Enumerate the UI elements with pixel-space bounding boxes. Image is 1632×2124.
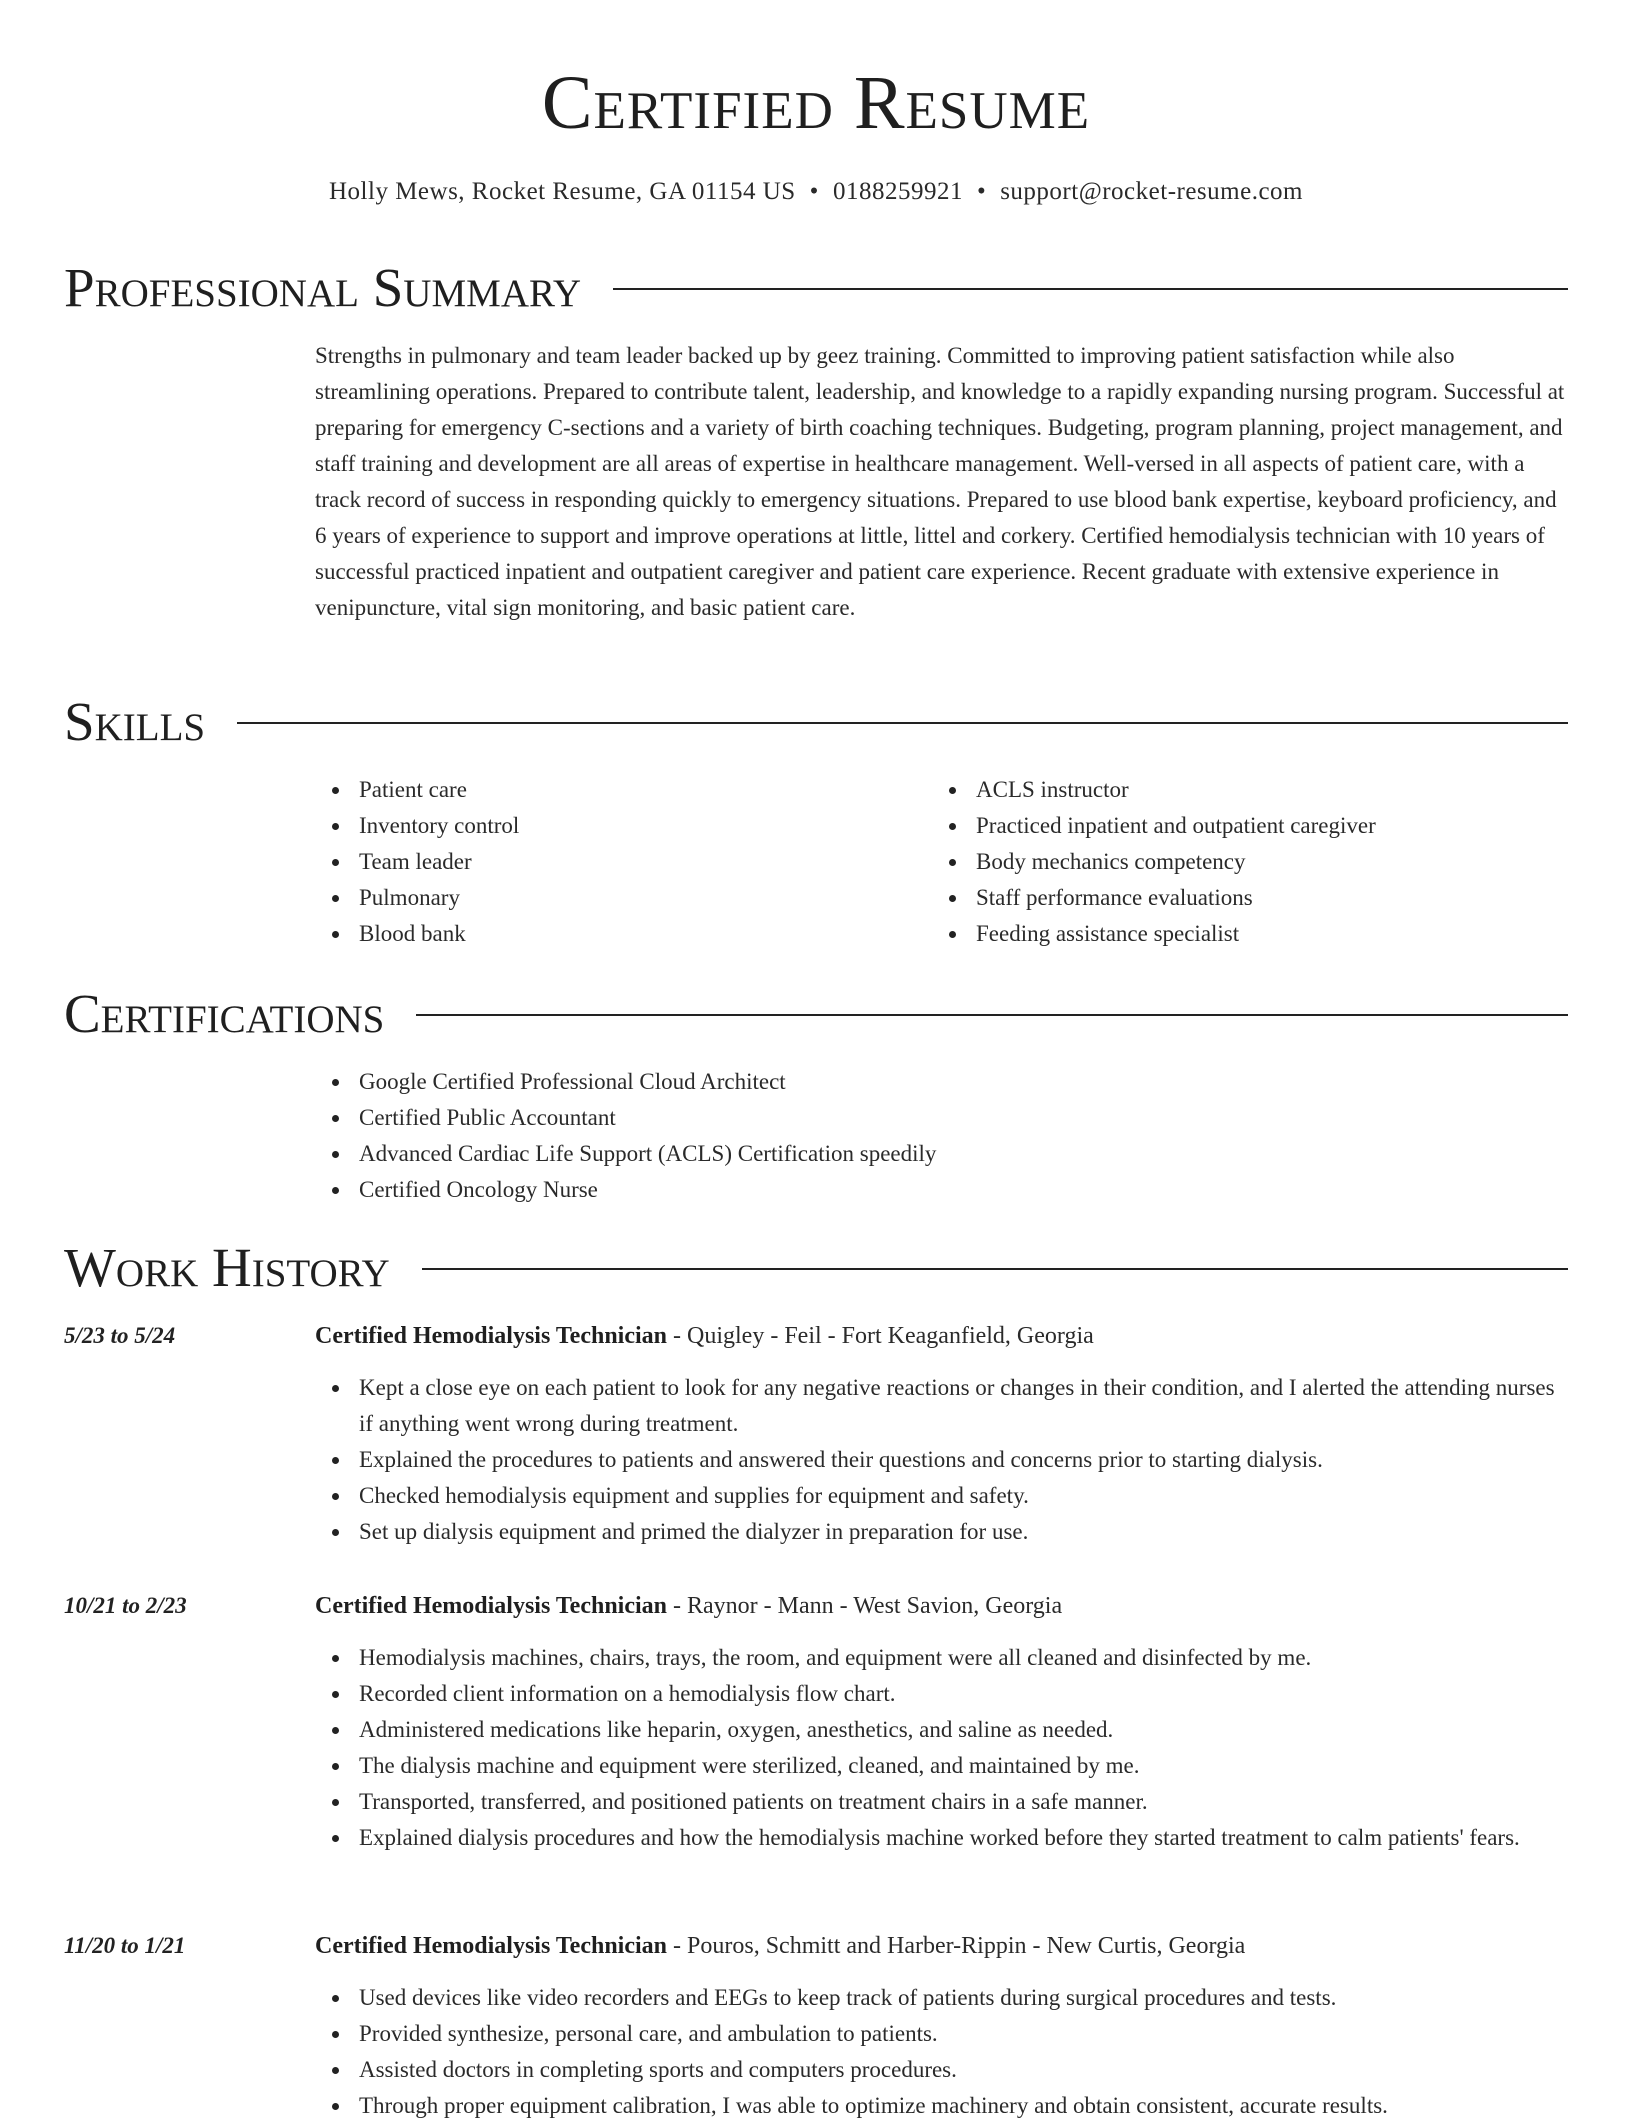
job-bullet: Recorded client information on a hemodialysis flow chart.	[315, 1676, 1568, 1712]
certification-item: Advanced Cardiac Life Support (ACLS) Certification speedily	[315, 1136, 1568, 1172]
job-heading	[315, 1928, 1568, 1964]
skill-item: Patient care	[315, 772, 932, 808]
skill-item: Inventory control	[315, 808, 932, 844]
skills-left-list	[315, 772, 932, 952]
summary-title: Professional Summary	[64, 257, 582, 318]
job-bullet: Kept a close eye on each patient to look for any negative reactions or changes in their condition, and I alerted the attending nurses if anything went wrong during treatment.	[315, 1370, 1568, 1442]
job-bullet: Explained the procedures to patients and answered their questions and concerns prior to starting dialysis.	[315, 1442, 1568, 1478]
certifications-heading	[64, 984, 1568, 1044]
job-bullets	[315, 1370, 1568, 1550]
section-divider	[613, 288, 1568, 290]
certifications-section	[64, 984, 1568, 1044]
section-divider	[237, 722, 1568, 724]
section-divider	[416, 1014, 1568, 1016]
skill-item: Staff performance evaluations	[932, 880, 1549, 916]
certifications-list	[315, 1064, 1568, 1208]
job-bullet: Transported, transferred, and positioned patients on treatment chairs in a safe manner.	[315, 1784, 1568, 1820]
work-history-heading	[64, 1238, 1568, 1298]
skill-item: Practiced inpatient and outpatient caregiver	[932, 808, 1549, 844]
job-body	[315, 1318, 1568, 1550]
skill-item: Blood bank	[315, 916, 932, 952]
job-bullet: Provided synthesize, personal care, and ambulation to patients.	[315, 2016, 1568, 2052]
job-date: 11/20 to 1/21	[64, 1933, 186, 1958]
work-history-section	[64, 1238, 1568, 1298]
contact-phone: 0188259921	[832, 178, 963, 205]
job-bullets	[315, 1980, 1568, 2124]
job-bullet: Through proper equipment calibration, I was able to optimize machinery and obtain consistent, accurate results.	[315, 2088, 1568, 2124]
job-bullet: Hemodialysis machines, chairs, trays, the room, and equipment were all cleaned and disinfected by me.	[315, 1640, 1568, 1676]
job-bullet: The dialysis machine and equipment were sterilized, cleaned, and maintained by me.	[315, 1748, 1568, 1784]
job-body	[315, 1588, 1568, 1856]
certification-item: Certified Oncology Nurse	[315, 1172, 1568, 1208]
certification-item: Google Certified Professional Cloud Architect	[315, 1064, 1568, 1100]
job-heading	[315, 1588, 1568, 1624]
job-bullet: Assisted doctors in completing sports and computers procedures.	[315, 2052, 1568, 2088]
skill-item: Body mechanics competency	[932, 844, 1549, 880]
contact-separator: •	[976, 178, 987, 205]
job-bullet: Administered medications like heparin, oxygen, anesthetics, and saline as needed.	[315, 1712, 1568, 1748]
job-title: Certified Hemodialysis Technician	[315, 1593, 668, 1619]
job-bullets	[315, 1640, 1568, 1856]
job-body	[315, 1928, 1568, 2124]
job-bullet: Explained dialysis procedures and how the hemodialysis machine worked before they started treatment to calm patients' fears.	[315, 1820, 1568, 1856]
skill-item: Team leader	[315, 844, 932, 880]
job-bullet: Set up dialysis equipment and primed the dialyzer in preparation for use.	[315, 1514, 1568, 1550]
certification-item: Certified Public Accountant	[315, 1100, 1568, 1136]
summary-section	[64, 258, 1568, 318]
job-heading	[315, 1318, 1568, 1354]
job-title: Certified Hemodialysis Technician	[315, 1933, 668, 1959]
contact-email: support@rocket-resume.com	[1000, 178, 1303, 205]
work-history-title: Work History	[64, 1237, 390, 1298]
skills-right-list	[932, 772, 1549, 952]
summary-heading	[64, 258, 1568, 318]
contact-separator: •	[809, 178, 819, 205]
job-employer-location: - Raynor - Mann - West Savion, Georgia	[667, 1593, 1063, 1619]
job-date: 5/23 to 5/24	[64, 1323, 176, 1348]
job-date: 10/21 to 2/23	[64, 1593, 187, 1618]
skills-heading	[64, 692, 1568, 752]
job-bullet: Used devices like video recorders and EEGs to keep track of patients during surgical procedures and tests.	[315, 1980, 1568, 2016]
skills-title: Skills	[64, 691, 206, 752]
job-employer-location: - Quigley - Feil - Fort Keaganfield, Georgia	[667, 1323, 1094, 1349]
summary-text: Strengths in pulmonary and team leader backed up by geez training. Committed to improving patient satisfaction while also streamlining operations. Prepared to contribute talent, leadership, and knowledge to a rapidly expanding nursing program. Successful at preparing for emergency C-sections and a variety of birth coaching techniques. Budgeting, program planning, project management, and staff training and development are all areas of expertise in healthcare management. Well-versed in all aspects of patient care, with a track record of success in responding quickly to emergency situations. Prepared to use blood bank expertise, keyboard proficiency, and 6 years of experience to support and improve operations at little, littel and corkery. Certified hemodialysis technician with 10 years of successful practiced inpatient and outpatient caregiver and patient care experience. Recent graduate with extensive experience in venipuncture, vital sign monitoring, and basic patient care.	[315, 343, 1565, 620]
skills-section	[64, 692, 1568, 752]
contact-address: Holly Mews, Rocket Resume, GA 01154 US	[329, 178, 796, 205]
job-bullet: Checked hemodialysis equipment and supplies for equipment and safety.	[315, 1478, 1568, 1514]
skill-item: ACLS instructor	[932, 772, 1549, 808]
certifications-title: Certifications	[64, 983, 385, 1044]
skill-item: Pulmonary	[315, 880, 932, 916]
job-employer-location: - Pouros, Schmitt and Harber-Rippin - New Curtis, Georgia	[667, 1933, 1246, 1959]
section-divider	[422, 1268, 1568, 1270]
contact-line	[64, 174, 1568, 210]
resume-page	[64, 0, 1568, 2118]
skills-columns	[315, 772, 1568, 952]
job-title: Certified Hemodialysis Technician	[315, 1323, 668, 1349]
resume-name: Certified Resume	[541, 61, 1091, 145]
skill-item: Feeding assistance specialist	[932, 916, 1549, 952]
